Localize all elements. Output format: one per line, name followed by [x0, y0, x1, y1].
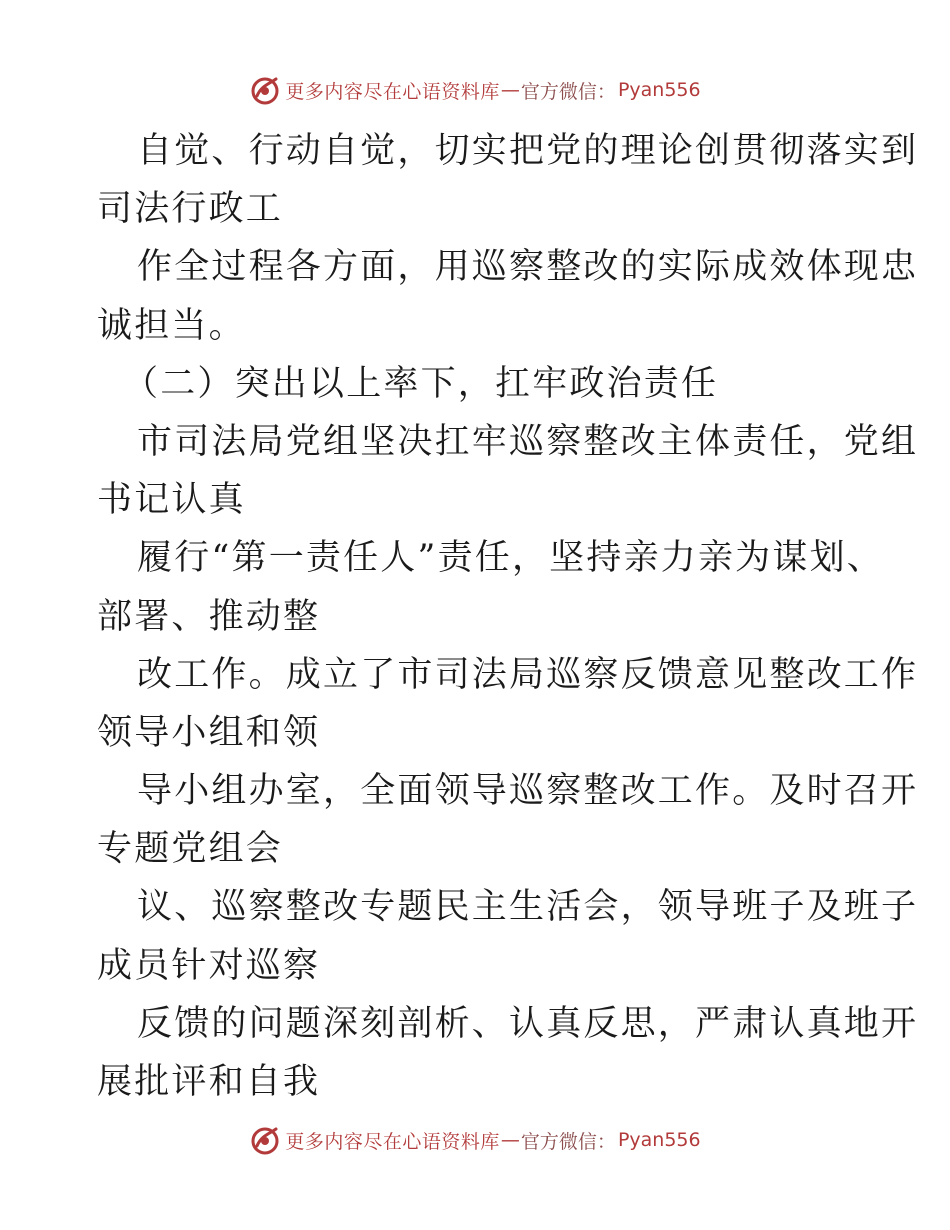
body-line: 书记认真 [97, 480, 246, 521]
banner-dash: — [500, 1129, 520, 1151]
logo-icon [249, 74, 281, 106]
banner-wechat-label: 官方微信： [520, 1130, 616, 1153]
logo-icon [249, 1124, 281, 1156]
body-line: 市司法局党组坚决扛牢巡察整改主体责任，党组 [137, 421, 919, 462]
body-line: 导小组办室，全面领导巡察整改工作。及时召开 [137, 771, 919, 812]
body-line: 司法行政工 [97, 189, 284, 230]
body-line: 展批评和自我 [97, 1062, 321, 1102]
body-line: 自觉、行动自觉，切实把党的理论创贯彻落实到 [137, 131, 919, 171]
body-line: 议、巡察整改专题民主生活会，领导班子及班子 [137, 887, 919, 928]
banner-text: 更多内容尽在心语资料库 [285, 80, 500, 103]
body-line: 作全过程各方面，用巡察整改的实际成效体现忠 [137, 247, 919, 288]
body-line: 诚担当。 [97, 305, 246, 346]
body-line: 改工作。成立了市司法局巡察反馈意见整改工作 [137, 654, 919, 695]
header-banner [0, 70, 950, 110]
banner-text: 更多内容尽在心语资料库 [285, 1130, 500, 1153]
document-body [97, 122, 919, 1111]
body-line: 反馈的问题深刻剖析、认真反思，严肃认真地开 [137, 1003, 919, 1044]
body-line: 部署、推动整 [97, 596, 321, 637]
body-line: 专题党组会 [97, 829, 284, 870]
section-heading: （二）突出以上率下，扛牢政治责任 [123, 363, 719, 404]
banner-wechat-label: 官方微信： [520, 80, 616, 103]
footer-banner [0, 1120, 950, 1160]
banner-wechat-id: Pyan556 [617, 79, 701, 101]
body-line: 成员针对巡察 [97, 945, 321, 986]
body-line: 履行“第一责任人”责任，坚持亲力亲为谋划、 [137, 538, 884, 579]
banner-wechat-id: Pyan556 [617, 1129, 701, 1151]
body-line: 领导小组和领 [97, 712, 321, 753]
banner-dash: — [500, 79, 520, 101]
